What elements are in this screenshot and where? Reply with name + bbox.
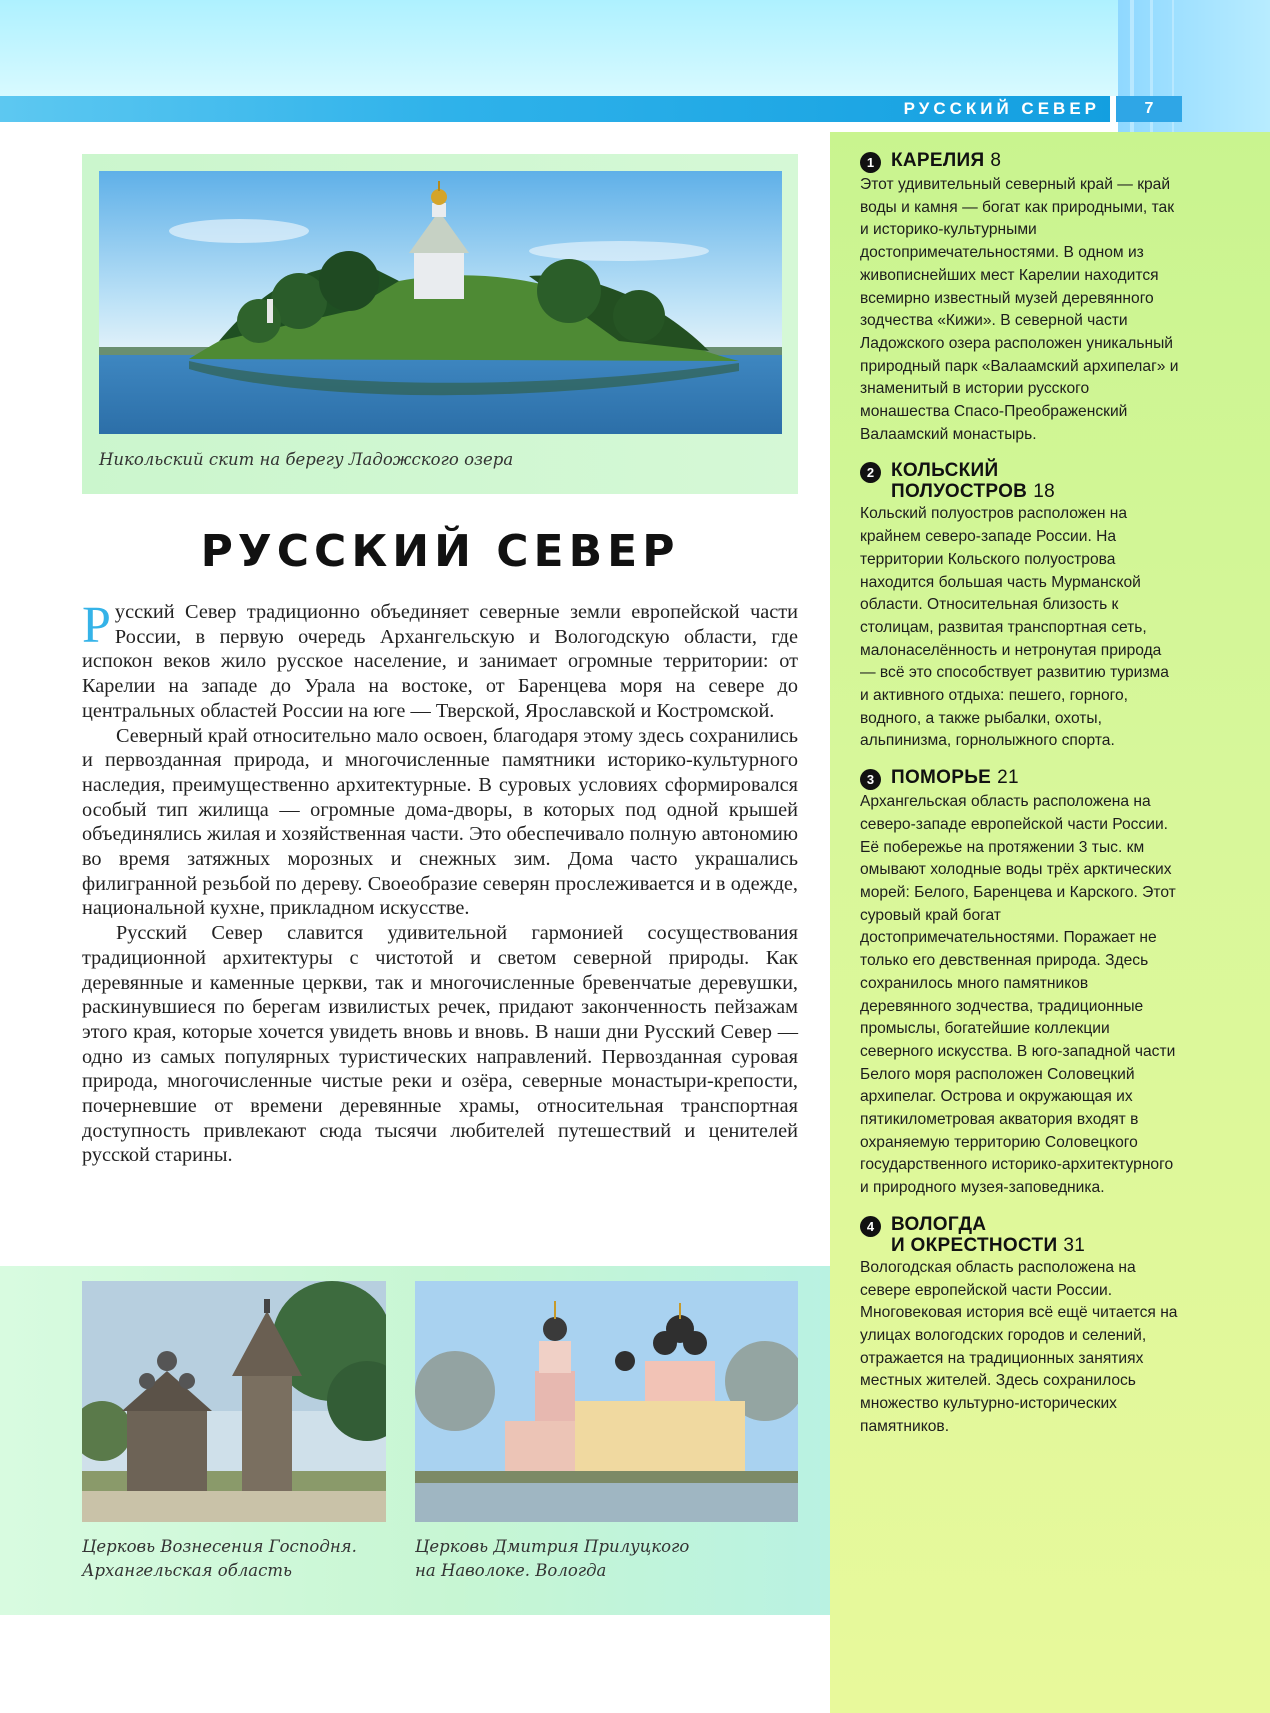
section-heading	[860, 767, 1180, 790]
article-body	[82, 597, 798, 1168]
header-background	[0, 0, 1118, 96]
drop-cap: Р	[82, 597, 111, 654]
section-title	[891, 460, 1055, 502]
section-vologda	[860, 1214, 1180, 1439]
section-page-ref: 21	[997, 767, 1019, 789]
section-number-badge: 4	[860, 1216, 881, 1237]
section-number-badge: 3	[860, 769, 881, 790]
paragraph-3: Русский Север славится удивительной гармонией сосуществования традиционной архитектуры с чистотой и светом северной природы. Как деревянные и каменные церкви, так и многочисленные бревенчатые деревушки, раскинувшиеся по берегам извилистых речек, придают законченность пейзажам этого края, которые хочется увидеть вновь и вновь. В наши дни Русский Север — одно из самых популярных туристических направлений. Первозданная суровая природа, многочисленные чистые реки и озёра, северные монастыри-крепости, почерневшие от времени деревянные храмы, относительная транспортная доступность привлекают сюда тысячи любителей путешествий и ценителей русской старины.	[82, 922, 798, 1167]
section-title	[891, 767, 1019, 788]
section-title-text: ПОМОРЬЕ	[891, 767, 992, 789]
section-title-line-1: ВОЛОГДА	[891, 1213, 987, 1235]
section-page-ref: 31	[1063, 1234, 1086, 1256]
section-page-ref: 18	[1033, 481, 1055, 503]
section-title	[891, 1214, 1085, 1256]
bottom-photo-caption-1	[82, 1535, 402, 1583]
section-pomorye	[860, 767, 1180, 1200]
ascension-church-photo	[82, 1281, 386, 1522]
paragraph-1-text: усский Север традиционно объединяет северные земли европейской части России, в первую очередь Архангельскую и Вологодскую области, где испокон веков жило русское население, и занимает огромные территории: от Карелии на западе до Урала на востоке, от Баренцева моря на севере до центральных областей России на юге — Тверской, Ярославской и Костромской.	[82, 601, 798, 722]
page-number: 7	[1116, 96, 1182, 122]
section-title	[891, 150, 1001, 171]
article-title: РУССКИЙ СЕВЕР	[200, 526, 680, 577]
section-text: Архангельская область расположена на северо-западе европейской части России. Её побережье на протяжении 3 тыс. км омывают холодные воды трёх арктических морей: Белого, Баренцева и Карского. Этот суровый край богат достопримечательностями. Поражает не только его девственная природа. Здесь сохранилось много памятников деревянного зодчества, традиционные промыслы, богатейшие коллекции северного искусства. В юго-западной части Белого моря расположен Соловецкий архипелаг. Острова и окружающая их пятикилометровая акватория входят в охраняемую территорию Соловецкого государственного историко-архитектурного и природного музея-заповедника.	[860, 793, 1176, 1197]
section-text: Кольский полуостров расположен на крайнем северо-западе России. На территории Кольского полуострова находится большая часть Мурманской области. Относительная близость к столицам, развитая транспортная сеть, малонаселённость и нетронутая природа — всё это способствует развитию туризма и активного отдыха: пешего, горного, водного, а также рыбалки, охоты, альпинизма, горнолыжного спорта.	[860, 505, 1169, 750]
top-photo-caption: Никольский скит на берегу Ладожского озера	[99, 450, 514, 469]
caption-1-line-1: Церковь Вознесения Господня.	[82, 1537, 357, 1556]
section-heading	[860, 1214, 1180, 1256]
section-heading	[860, 150, 1180, 173]
section-title-line-2: И ОКРЕСТНОСТИ	[891, 1234, 1058, 1256]
section-kola-peninsula	[860, 460, 1180, 753]
bottom-photo-caption-2	[415, 1535, 795, 1583]
section-title-line-1: КОЛЬСКИЙ	[891, 460, 999, 482]
caption-2-line-1: Церковь Дмитрия Прилуцкого	[415, 1537, 690, 1556]
section-number-badge: 1	[860, 152, 881, 173]
section-page-ref: 8	[990, 150, 1002, 171]
section-number-badge: 2	[860, 462, 881, 483]
sidebar-contents	[860, 150, 1180, 1452]
caption-1-line-2: Архангельская область	[82, 1561, 292, 1580]
paragraph-2: Северный край относительно мало освоен, благодаря этому здесь сохранились и первозданная природа, и многочисленные памятники историко-культурного наследия, преимущественно архитектурные. В суровых условиях сформировался особый тип жилища — огромные дома-дворы, в которых под одной крышей объединялись жилая и хозяйственная части. Это обеспечивало полную автономию во время затяжных морозных и снежных зим. Дома часто украшались филигранной резьбой по дереву. Своеобразие северян прослеживается и в одежде, национальной кухне, прикладном искусстве.	[82, 724, 798, 920]
section-title-line-2: ПОЛУОСТРОВ	[891, 481, 1028, 503]
dmitry-prilutsky-church-photo	[415, 1281, 798, 1522]
section-text: Вологодская область расположена на севере европейской части России. Многовековая история всё ещё читается на улицах вологодских городов и селений, отражается на традиционных занятиях местных жителей. Здесь сохранилось множество культурно-исторических памятников.	[860, 1258, 1178, 1435]
caption-2-line-2: на Наволоке. Вологда	[415, 1561, 607, 1580]
section-text: Этот удивительный северный край — край воды и камня — богат как природными, так и историко-культурными достопримечательностями. В одном из живописнейших мест Карелии находится всемирно известный музей деревянного зодчества «Кижи». В северной части Ладожского озера расположен уникальный природный парк «Валаамский архипелаг» и знаменитый в истории русского монашества Спасо-Преображенский Валаамский монастырь.	[860, 176, 1179, 443]
section-title-text: КАРЕЛИЯ	[891, 150, 985, 171]
paragraph-1	[82, 597, 798, 724]
running-header-title: РУССКИЙ СЕВЕР	[903, 99, 1100, 118]
nikolsky-skete-photo	[99, 171, 782, 434]
section-heading	[860, 460, 1180, 502]
section-karelia	[860, 150, 1180, 446]
